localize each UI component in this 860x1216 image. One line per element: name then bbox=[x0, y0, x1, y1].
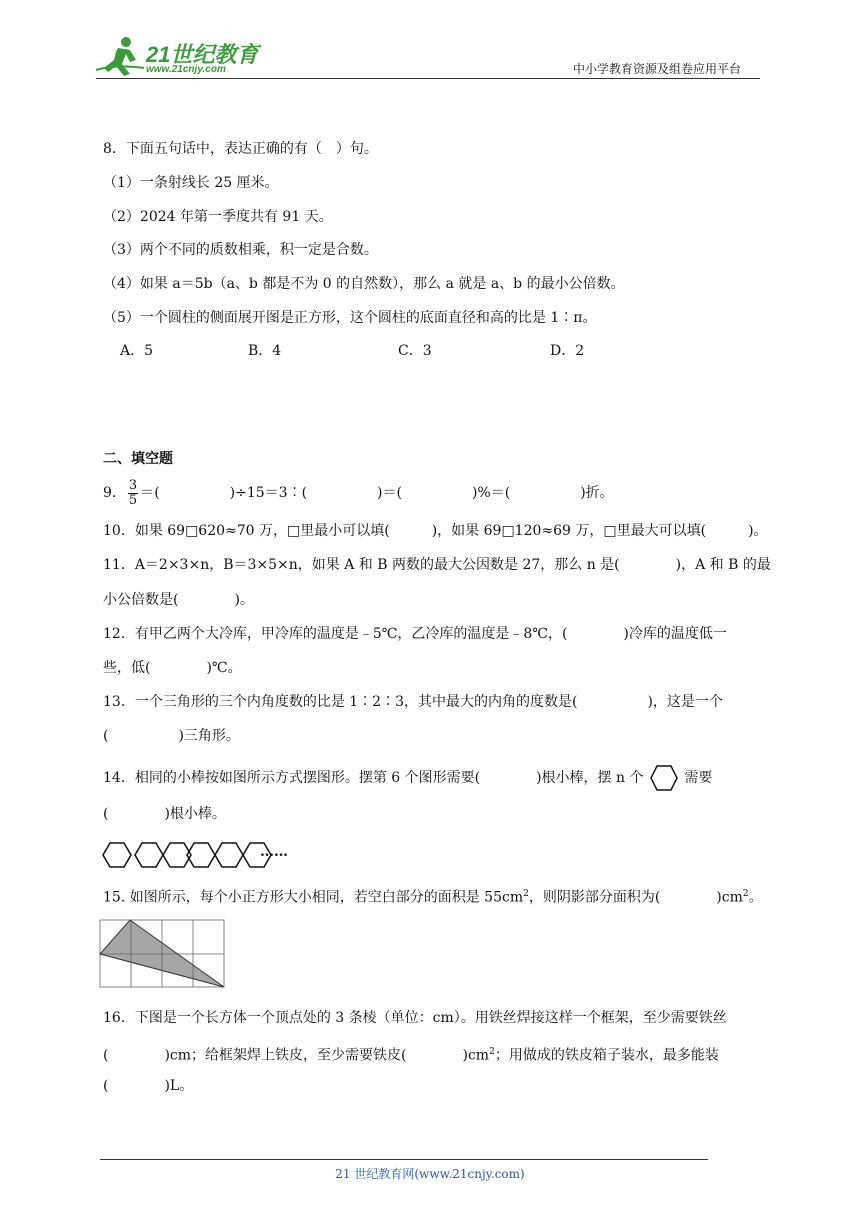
logo-title: 21世纪教育 bbox=[146, 42, 259, 67]
q8-option-c: C．3 bbox=[398, 343, 432, 359]
hexagon-pattern-figure bbox=[102, 840, 302, 870]
q10: 10．如果 69□620≈70 万，□里最小可以填( )，如果 69□120≈69 万，□里最大可以填( )。 bbox=[103, 523, 768, 539]
logo-url: www.21cnjy.com bbox=[146, 64, 226, 75]
q12-line2: 些，低( )℃。 bbox=[103, 660, 242, 676]
q13-line2: ( )三角形。 bbox=[103, 728, 240, 744]
grid-triangle-figure bbox=[99, 919, 227, 989]
q16-line2 bbox=[103, 1042, 719, 1066]
q11-line2: 小公倍数是( )。 bbox=[103, 592, 254, 608]
q15 bbox=[103, 884, 763, 908]
footer-text: 21 世纪教育网(www.21cnjy.com) bbox=[335, 1167, 525, 1181]
q9 bbox=[103, 476, 614, 510]
q16-line2-a: ( )cm；给框架焊上铁皮，至少需要铁皮( )cm bbox=[103, 1047, 490, 1064]
q8-item-3: （3）两个不同的质数相乘，积一定是合数。 bbox=[103, 242, 378, 258]
footer-rule bbox=[100, 1159, 708, 1160]
q14-line2: ( )根小棒。 bbox=[103, 806, 226, 822]
q14-text-b: 需要 bbox=[684, 770, 713, 786]
fraction bbox=[128, 479, 138, 508]
q15-text-a: 15. 如图所示，每个小正方形大小相同，若空白部分的面积是 55cm bbox=[103, 889, 524, 906]
fraction-numerator: 3 bbox=[128, 477, 138, 493]
section-title: 二、填空题 bbox=[103, 451, 173, 467]
runner-logo-icon bbox=[96, 34, 146, 78]
q12-line1: 12．有甲乙两个大冷库，甲冷库的温度是﹣5℃，乙冷库的温度是﹣8℃，( )冷库的温度低一 bbox=[103, 626, 727, 642]
q16-line2-b: ；用做成的铁皮箱子装水，最多能装 bbox=[494, 1047, 719, 1064]
q8-item-2: （2）2024 年第一季度共有 91 天。 bbox=[103, 209, 333, 225]
q8-option-b: B．4 bbox=[248, 343, 282, 359]
fraction-denominator: 5 bbox=[128, 492, 138, 508]
header-logo bbox=[96, 34, 266, 78]
hexagon-shape bbox=[103, 843, 131, 867]
header-rule bbox=[96, 78, 760, 79]
q8-option-d: D．2 bbox=[550, 343, 585, 359]
q15-sup-b: 2 bbox=[742, 889, 749, 899]
q16-line1: 16．下图是一个长方体一个顶点处的 3 条棱（单位：cm）。用铁丝焊接这样一个框架，至少需要铁丝 bbox=[103, 1010, 727, 1026]
hexagon-icon bbox=[650, 764, 678, 792]
q9-number: 9． bbox=[103, 485, 126, 501]
hexagon-shape bbox=[215, 843, 243, 867]
q9-rest: ＝( )÷15＝3∶( )＝( )%＝( )折。 bbox=[140, 485, 614, 501]
q8-item-4: （4）如果 a＝5b（a、b 都是不为 0 的自然数），那么 a 就是 a、b 的最小公倍数。 bbox=[103, 276, 625, 292]
hexagon-shape bbox=[135, 843, 163, 867]
continuation-dots: …… bbox=[260, 844, 288, 860]
q8-item-5: （5）一个圆柱的侧面展开图是正方形，这个圆柱的底面直径和高的比是 1∶π。 bbox=[103, 310, 597, 326]
q15-text-b: ，则阴影部分面积为( )cm bbox=[528, 889, 743, 906]
platform-name: 中小学教育资源及组卷应用平台 bbox=[573, 62, 742, 76]
q15-sup-a: 2 bbox=[523, 889, 529, 899]
q14-line1 bbox=[103, 764, 712, 792]
q11-line1: 11．A＝2×3×n，B＝3×5×n，如果 A 和 B 两数的最大公因数是 27，那么 n 是( )，A 和 B 的最 bbox=[103, 557, 771, 573]
q14-text-a: 14．相同的小棒按如图所示方式摆图形。摆第 6 个图形需要( )根小棒，摆 n 个 bbox=[103, 770, 644, 786]
q15-text-c: 。 bbox=[748, 889, 763, 906]
q16-sup: 2 bbox=[489, 1047, 495, 1057]
q13-line1: 13．一个三角形的三个内角度数的比是 1∶2∶3，其中最大的内角的度数是( )，这是一个 bbox=[103, 694, 723, 710]
q8-stem: 8．下面五句话中，表达正确的有（ ）句。 bbox=[103, 141, 378, 157]
q16-line3: ( )L。 bbox=[103, 1078, 194, 1094]
q8-option-a: A．5 bbox=[120, 343, 154, 359]
q8-item-1: （1）一条射线长 25 厘米。 bbox=[103, 175, 279, 191]
